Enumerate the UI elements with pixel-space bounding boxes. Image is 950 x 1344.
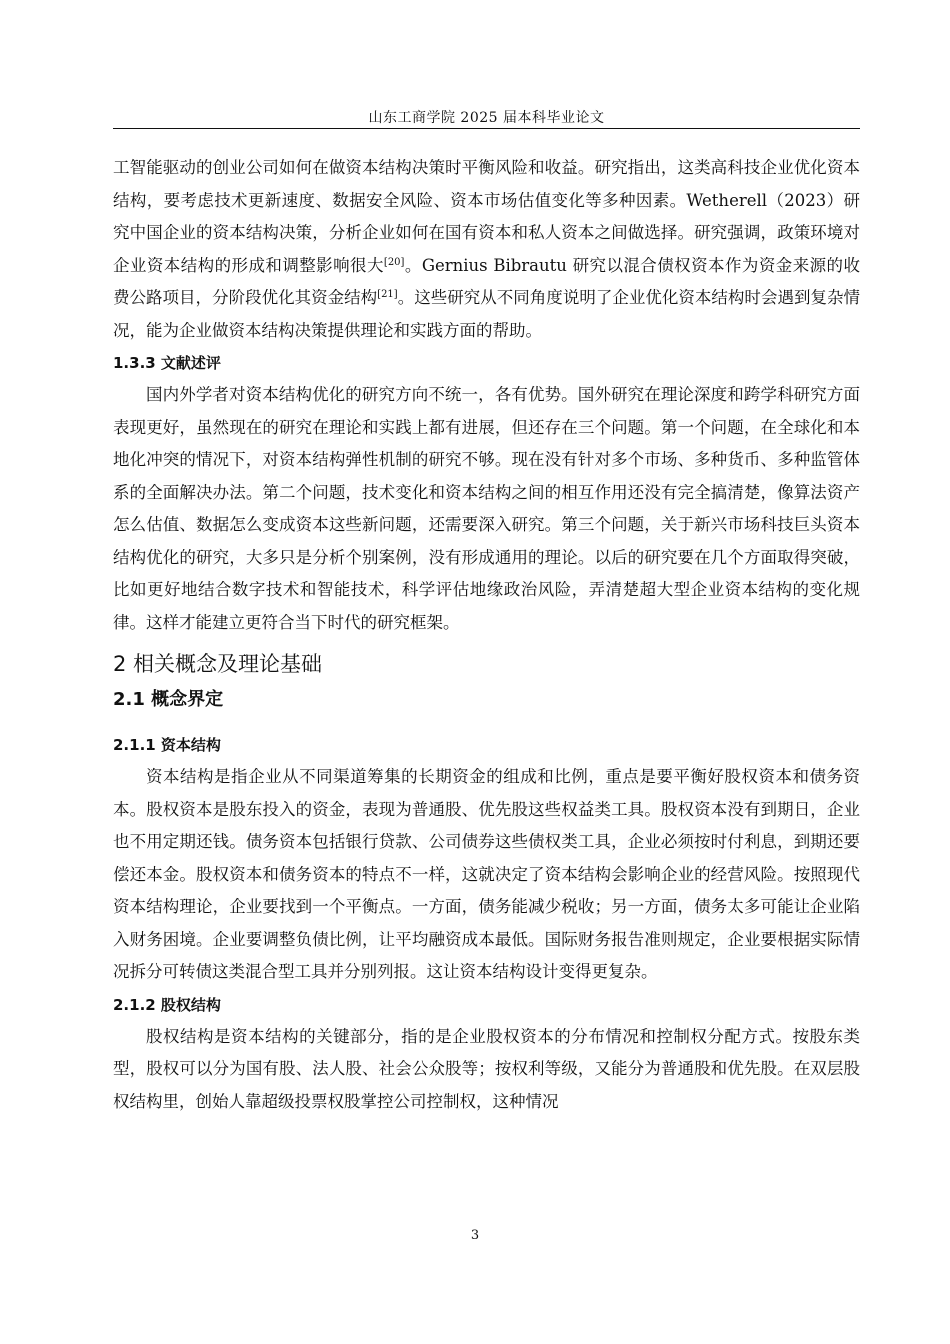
paragraph-capital-structure: 资本结构是指企业从不同渠道筹集的长期资金的组成和比例，重点是要平衡好股权资本和债务资本。股权资本是股东投入的资金，表现为普通股、优先股这些权益类工具。股权资本没有到期日，企业也不用定期还钱。债务资本包括银行贷款、公司债券这些债权类工具，企业必须按时付利息，到期还要偿还本金。股权资本和债务资本的特点不一样，这就决定了资本结构会影响企业的经营风险。按照现代资本结构理论，企业要找到一个平衡点。一方面，债务能减少税收；另一方面，债务太多可能让企业陷入财务困境。企业要调整负债比例，让平均融资成本最低。国际财务报告准则规定，企业要根据实际情况拆分可转债这类混合型工具并分别列报。这让资本结构设计变得更复杂。 <box>113 767 860 981</box>
page-body <box>113 152 860 1118</box>
paragraph-text: 工智能驱动的创业公司如何在做资本结构决策时平衡风险和收益。研究指出，这类高科技企业优化资本结构，要考虑技术更新速度、数据安全风险、资本市场估值变化等多种因素。Wetherell（2023）研究中国企业的资本结构决策，分析企业如何在国有资本和私人资本之间做选择。研究强调，政策环境对企业资本结构的形成和调整影响很大 <box>113 158 860 275</box>
section-heading-2-1: 2.1 概念界定 <box>113 689 224 710</box>
chapter-heading-2: 2 相关概念及理论基础 <box>113 652 323 676</box>
page-number: 3 <box>470 1228 480 1243</box>
header-rule <box>113 128 860 129</box>
paragraph-literature-review: 国内外学者对资本结构优化的研究方向不统一，各有优势。国外研究在理论深度和跨学科研究方面表现更好，虽然现在的研究在理论和实践上都有进展，但还存在三个问题。第一个问题，在全球化和本地化冲突的情况下，对资本结构弹性机制的研究不够。现在没有针对多个市场、多种货币、多种监管体系的全面解决办法。第二个问题，技术变化和资本结构之间的相互作用还没有完全搞清楚，像算法资产怎么估值、数据怎么变成资本这些新问题，还需要深入研究。第三个问题，关于新兴市场科技巨头资本结构优化的研究，大多只是分析个别案例，没有形成通用的理论。以后的研究要在几个方面取得突破，比如更好地结合数字技术和智能技术，科学评估地缘政治风险，弄清楚超大型企业资本结构的变化规律。这样才能建立更符合当下时代的研究框架。 <box>113 385 860 632</box>
section-heading-2-1-1: 2.1.1 资本结构 <box>113 736 221 754</box>
paragraph-text: 。这些研究从不同角度说明了企业优化资本结构时会遇到复杂情况，能为企业做资本结构决策提供理论和实践方面的帮助。 <box>113 288 861 340</box>
paragraph-text: 。Gernius Bibrautu 研究以混合债权资本作为资金来源的收费公路项目，分阶段优化其资金结构 <box>113 255 860 307</box>
paragraph-equity-structure: 股权结构是资本结构的关键部分，指的是企业股权资本的分布情况和控制权分配方式。按股东类型，股权可以分为国有股、法人股、社会公众股等；按权利等级，又能分为普通股和优先股。在双层股权结构里，创始人靠超级投票权股掌控公司控制权，这种情况 <box>113 1026 860 1111</box>
running-header: 山东工商学院 2025 届本科毕业论文 <box>368 110 605 126</box>
paragraph-continued <box>113 152 860 347</box>
section-heading-2-1-2: 2.1.2 股权结构 <box>113 995 221 1014</box>
section-heading-1-3-3: 1.3.3 文献述评 <box>113 354 221 372</box>
citation: [21] <box>377 289 398 300</box>
citation: [20] <box>383 256 405 268</box>
